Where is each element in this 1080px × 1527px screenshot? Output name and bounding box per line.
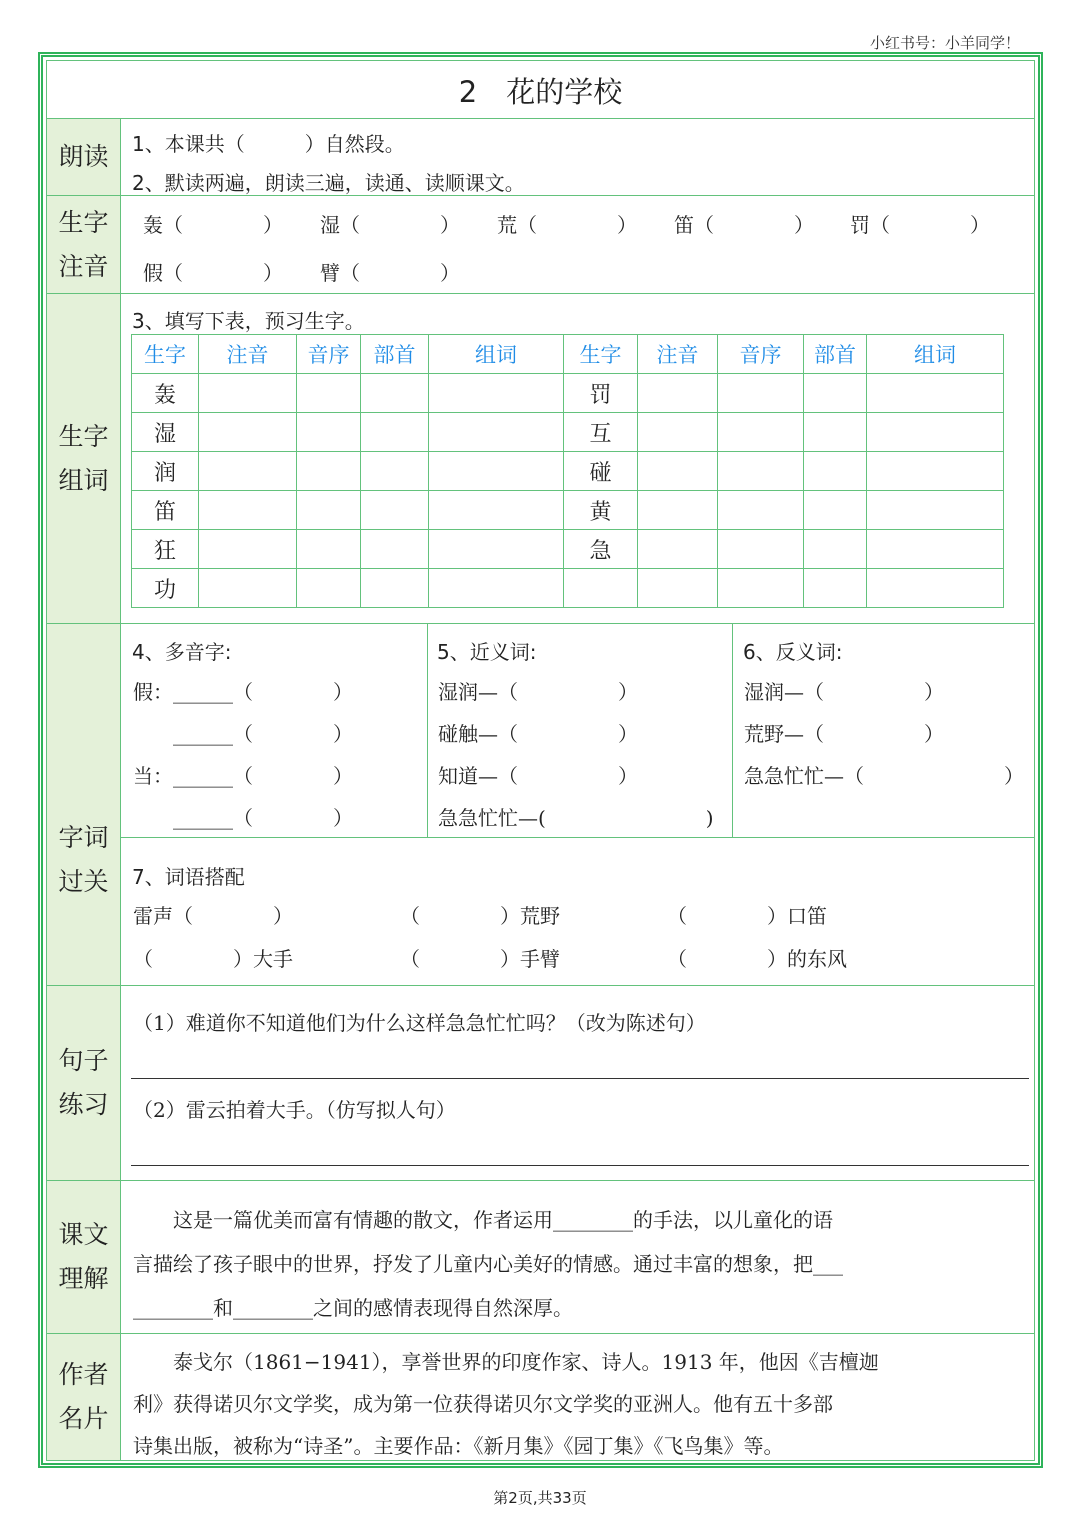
q4-line: ______（ ） (133, 806, 353, 830)
blank-cell[interactable] (429, 452, 564, 491)
table-row (132, 569, 1004, 608)
header-cell: 注音 (638, 335, 718, 374)
divider (121, 837, 1035, 838)
blank-cell[interactable] (718, 569, 804, 608)
q5-line: 碰触—（ ） (438, 722, 638, 746)
q7-item: （ ）的东风 (667, 947, 847, 971)
character-cell: 黄 (564, 491, 638, 530)
blank-cell[interactable] (804, 491, 867, 530)
table-row (132, 491, 1004, 530)
header-cell: 生字 (132, 335, 199, 374)
q7-item: （ ）手臂 (400, 947, 560, 971)
author-line: 利》获得诺贝尔文学奖，成为第一位获得诺贝尔文学奖的亚洲人。他有五十多部 (133, 1392, 833, 1416)
blank-cell[interactable] (199, 374, 297, 413)
blank-cell[interactable] (361, 530, 429, 569)
blank-cell[interactable] (638, 413, 718, 452)
blank-cell[interactable] (361, 569, 429, 608)
pinyin-item: 假（ ） (143, 261, 283, 285)
label-text: 理解 (58, 1264, 109, 1293)
character-cell (564, 569, 638, 608)
character-cell: 互 (564, 413, 638, 452)
label-reading (47, 119, 121, 195)
blank-cell[interactable] (297, 452, 361, 491)
understand-line: ________和________之间的感情表现得自然深厚。 (133, 1296, 573, 1320)
label-text: 课文 (58, 1220, 109, 1250)
blank-cell[interactable] (867, 374, 1004, 413)
q4-line: 当：______（ ） (133, 764, 353, 788)
blank-cell[interactable] (718, 530, 804, 569)
blank-cell[interactable] (297, 491, 361, 530)
q5-line: 知道—（ ） (438, 764, 638, 788)
blank-cell[interactable] (297, 374, 361, 413)
blank-cell[interactable] (638, 491, 718, 530)
label-text: 句子 (58, 1046, 109, 1076)
blank-cell[interactable] (429, 374, 564, 413)
label-pinyin (47, 196, 121, 293)
blank-cell[interactable] (297, 413, 361, 452)
header-cell: 组词 (867, 335, 1004, 374)
reading-q2: 2、默读两遍，朗读三遍，读通、读顺课文。 (132, 171, 525, 195)
q6-title: 6、反义词: (743, 640, 843, 664)
q7-title: 7、词语搭配 (132, 865, 245, 889)
table-row (132, 374, 1004, 413)
divider (46, 1333, 1035, 1334)
q6-line: 急急忙忙—（ ） (744, 764, 1024, 788)
watermark: 小红书号：小羊同学！ (869, 34, 1020, 52)
label-text: 朗读 (58, 142, 109, 172)
blank-cell[interactable] (867, 491, 1004, 530)
q5-title: 5、近义词: (437, 640, 537, 664)
blank-cell[interactable] (804, 530, 867, 569)
label-text: 生字 (58, 207, 109, 237)
label-text: 生字 (58, 421, 109, 451)
understand-line: 这是一篇优美而富有情趣的散文，作者运用________的手法，以儿童化的语 (133, 1208, 833, 1232)
q4-line: 假：______（ ） (133, 680, 353, 704)
author-line: 诗集出版，被称为“诗圣”。主要作品：《新月集》《园丁集》《飞鸟集》等。 (133, 1434, 784, 1458)
blank-cell[interactable] (638, 530, 718, 569)
label-text: 作者 (58, 1360, 109, 1390)
pinyin-item: 笛（ ） (674, 213, 814, 237)
label-words (47, 294, 121, 623)
pinyin-item: 湿（ ） (320, 213, 460, 237)
q7-item: （ ）荒野 (400, 904, 560, 928)
blank-cell[interactable] (804, 413, 867, 452)
table-row (132, 530, 1004, 569)
table-header-row (132, 335, 1004, 374)
character-cell: 湿 (132, 413, 199, 452)
header-cell: 生字 (564, 335, 638, 374)
divider (46, 293, 1035, 294)
character-cell: 急 (564, 530, 638, 569)
blank-cell[interactable] (638, 569, 718, 608)
blank-cell[interactable] (199, 530, 297, 569)
blank-cell[interactable] (718, 413, 804, 452)
blank-cell[interactable] (804, 569, 867, 608)
blank-cell[interactable] (199, 452, 297, 491)
blank-cell[interactable] (867, 569, 1004, 608)
q5-line: 急急忙忙—( ) (438, 806, 714, 830)
blank-cell[interactable] (199, 491, 297, 530)
header-cell: 注音 (199, 335, 297, 374)
divider (46, 623, 1035, 624)
character-cell: 狂 (132, 530, 199, 569)
q6-line: 湿润—（ ） (744, 680, 944, 704)
table-intro: 3、填写下表，预习生字。 (132, 309, 365, 333)
q5-line: 湿润—（ ） (438, 680, 638, 704)
divider (427, 623, 428, 837)
page-footer: 第2页,共33页 (493, 1489, 587, 1507)
label-sentence (47, 986, 121, 1180)
q7-item: （ ）大手 (133, 947, 293, 971)
label-text: 注音 (58, 251, 109, 281)
header-cell: 部首 (361, 335, 429, 374)
label-text: 练习 (58, 1090, 109, 1119)
blank-cell[interactable] (429, 491, 564, 530)
character-cell: 功 (132, 569, 199, 608)
blank-cell[interactable] (638, 374, 718, 413)
author-line: 泰戈尔（1861−1941），享誉世界的印度作家、诗人。1913 年，他因《吉檀迦 (133, 1350, 879, 1374)
blank-cell[interactable] (361, 413, 429, 452)
character-table (131, 334, 1004, 608)
pinyin-item: 罚（ ） (850, 213, 990, 237)
sentence-q1: （1）难道你不知道他们为什么这样急急忙忙吗？（改为陈述句） (133, 1011, 706, 1035)
character-cell: 碰 (564, 452, 638, 491)
header-cell: 音序 (718, 335, 804, 374)
label-text: 组词 (58, 465, 109, 495)
label-vocab (47, 624, 121, 985)
header-cell: 组词 (429, 335, 564, 374)
answer-line[interactable] (131, 1165, 1029, 1166)
answer-line[interactable] (131, 1078, 1029, 1079)
pinyin-item: 荒（ ） (497, 213, 637, 237)
blank-cell[interactable] (804, 452, 867, 491)
understand-line: 言描绘了孩子眼中的世界，抒发了儿童内心美好的情感。通过丰富的想象，把___ (133, 1252, 843, 1276)
q6-line: 荒野—（ ） (744, 722, 944, 746)
blank-cell[interactable] (718, 374, 804, 413)
blank-cell[interactable] (867, 530, 1004, 569)
q4-line: ______（ ） (133, 722, 353, 746)
character-cell: 笛 (132, 491, 199, 530)
label-text: 字词 (58, 822, 109, 852)
header-cell: 音序 (297, 335, 361, 374)
sentence-q2: （2）雷云拍着大手。（仿写拟人句） (133, 1098, 456, 1122)
blank-cell[interactable] (297, 569, 361, 608)
blank-cell[interactable] (361, 491, 429, 530)
divider (46, 1180, 1035, 1181)
divider (732, 623, 733, 837)
pinyin-item: 臂（ ） (320, 261, 460, 285)
blank-cell[interactable] (867, 452, 1004, 491)
label-author (47, 1334, 121, 1460)
blank-cell[interactable] (361, 452, 429, 491)
label-text: 名片 (58, 1404, 109, 1433)
blank-cell[interactable] (429, 569, 564, 608)
pinyin-item: 轰（ ） (143, 213, 283, 237)
character-cell: 轰 (132, 374, 199, 413)
blank-cell[interactable] (638, 452, 718, 491)
table-row (132, 413, 1004, 452)
blank-cell[interactable] (718, 452, 804, 491)
divider (46, 118, 1035, 119)
q7-item: （ ）口笛 (667, 904, 827, 928)
blank-cell[interactable] (429, 413, 564, 452)
table-row (132, 452, 1004, 491)
reading-q1: 1、本课共（ ）自然段。 (132, 132, 405, 156)
blank-cell[interactable] (718, 491, 804, 530)
header-cell: 部首 (804, 335, 867, 374)
page-title: 2 花的学校 (458, 75, 623, 109)
blank-cell[interactable] (804, 374, 867, 413)
blank-cell[interactable] (361, 374, 429, 413)
blank-cell[interactable] (867, 413, 1004, 452)
character-cell: 罚 (564, 374, 638, 413)
label-text: 过关 (58, 866, 109, 896)
blank-cell[interactable] (297, 530, 361, 569)
label-understand (47, 1181, 121, 1333)
blank-cell[interactable] (199, 413, 297, 452)
q4-title: 4、多音字: (132, 640, 232, 664)
character-cell: 润 (132, 452, 199, 491)
divider (46, 985, 1035, 986)
blank-cell[interactable] (199, 569, 297, 608)
q7-item: 雷声（ ） (133, 904, 293, 928)
blank-cell[interactable] (429, 530, 564, 569)
